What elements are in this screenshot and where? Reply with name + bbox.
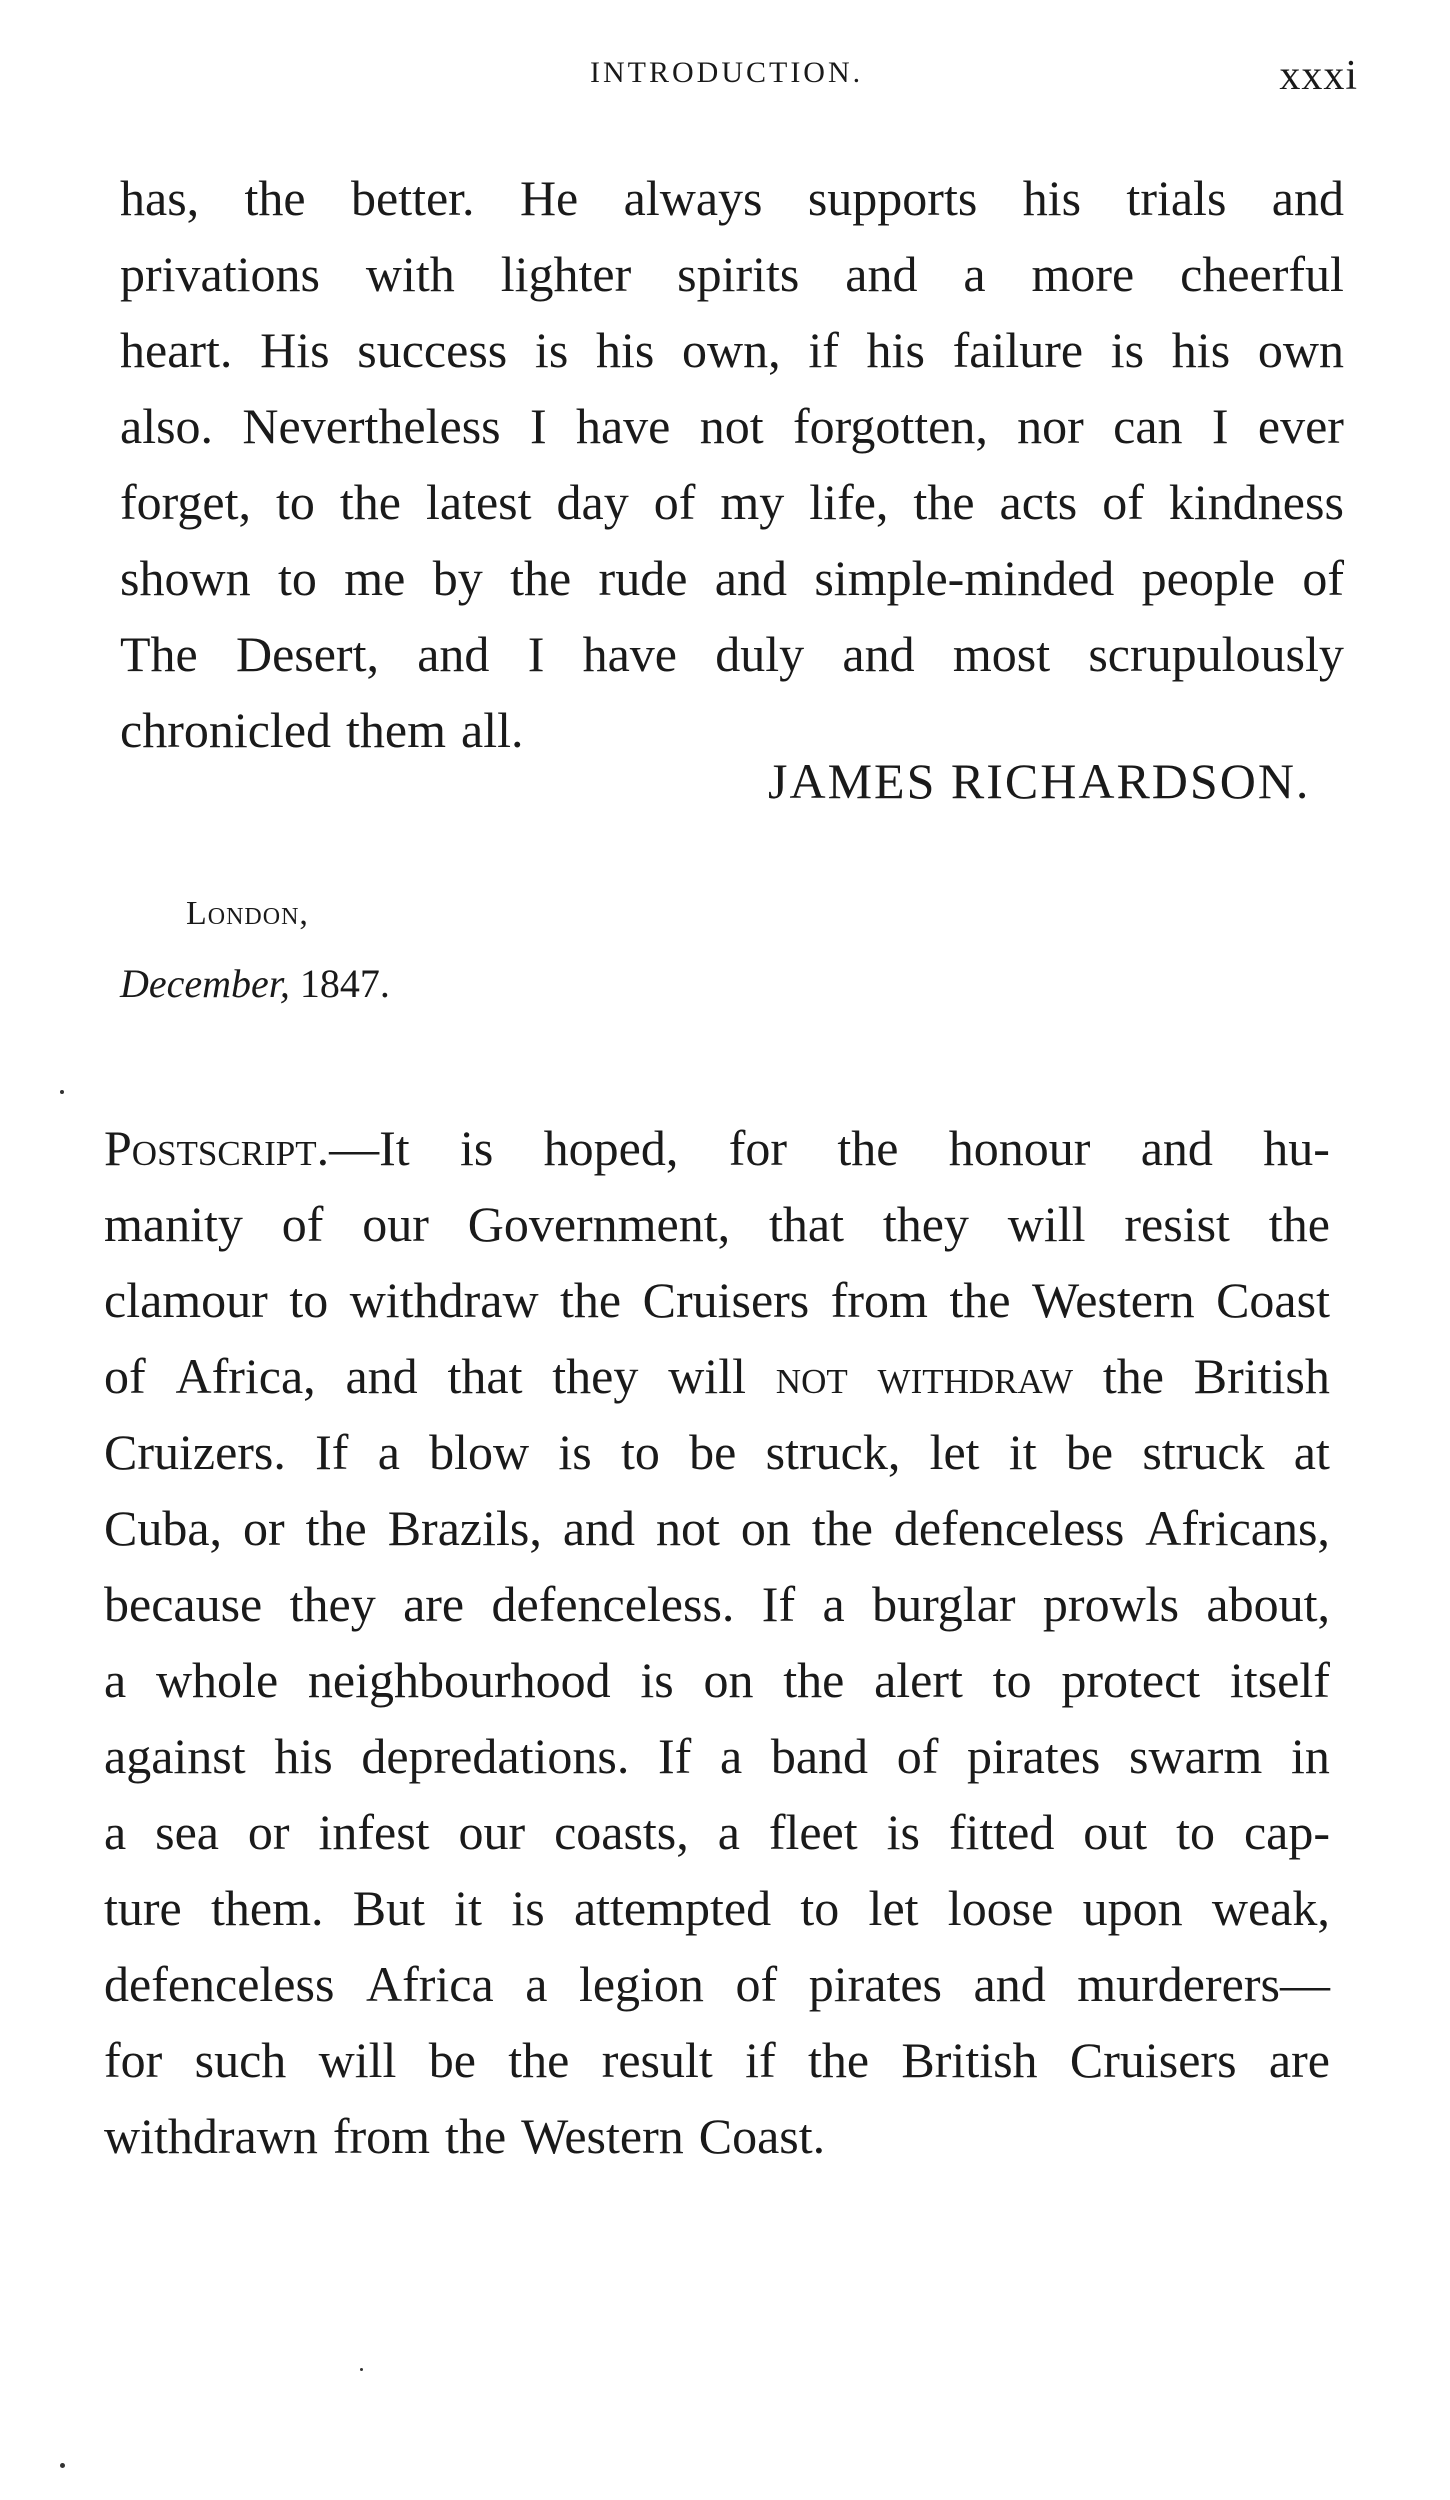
- running-head: INTRODUCTION.: [590, 56, 864, 89]
- word: the: [508, 2032, 570, 2088]
- word: Cuba,: [104, 1500, 223, 1556]
- word: and: [1271, 170, 1344, 226]
- word: the: [808, 2032, 870, 2088]
- word: privations: [120, 246, 320, 302]
- word: clamour: [104, 1272, 268, 1328]
- word: Cruisers: [1069, 2032, 1237, 2088]
- page-number: xxxi: [1279, 53, 1358, 99]
- text-line: [120, 312, 1344, 388]
- word: the: [560, 1272, 622, 1328]
- word: of: [735, 1956, 778, 2012]
- word: I: [529, 398, 547, 454]
- word: scrupulously: [1088, 626, 1344, 682]
- word: Africa: [365, 1956, 494, 2012]
- text-line: [104, 1338, 1330, 1414]
- word: defenceless: [893, 1500, 1125, 1556]
- word: they: [552, 1348, 639, 1404]
- word: them: [346, 702, 446, 758]
- word: and: [845, 246, 918, 302]
- word: be: [428, 2032, 476, 2088]
- word: for: [728, 1120, 787, 1176]
- word: they: [289, 1576, 376, 1632]
- word: upon: [1082, 1880, 1183, 1936]
- word: lighter: [500, 246, 632, 302]
- word: if: [745, 2032, 776, 2088]
- word: prowls: [1042, 1576, 1180, 1632]
- word: blow: [429, 1424, 530, 1480]
- word: out: [1083, 1804, 1148, 1860]
- word: own,: [682, 322, 781, 378]
- word: and: [345, 1348, 418, 1404]
- word: our: [362, 1196, 429, 1252]
- word: pirates: [808, 1956, 942, 2012]
- word: of: [896, 1728, 939, 1784]
- word: his: [1022, 170, 1082, 226]
- dateline-date: [120, 960, 390, 1007]
- word: fleet: [768, 1804, 858, 1860]
- word: withdrawn: [104, 2108, 318, 2164]
- word: the: [1268, 1196, 1330, 1252]
- word: the: [445, 2108, 507, 2164]
- word: to: [621, 1424, 660, 1480]
- word: neighbourhood: [307, 1652, 611, 1708]
- word: I: [527, 626, 545, 682]
- word: Coast.: [698, 2108, 826, 2164]
- word: sea: [155, 1804, 219, 1860]
- word: it: [1008, 1424, 1037, 1480]
- dateline-month: December,: [120, 961, 290, 1006]
- word: cheerful: [1180, 246, 1344, 302]
- word: is: [534, 322, 569, 378]
- word: band: [770, 1728, 869, 1784]
- word: are: [1268, 2032, 1330, 2088]
- word: and: [1140, 1120, 1213, 1176]
- text-line: [104, 1718, 1330, 1794]
- word: latest: [425, 474, 532, 530]
- word: British: [901, 2032, 1038, 2088]
- word: The: [120, 626, 198, 682]
- text-line: [120, 616, 1344, 692]
- word: be: [689, 1424, 737, 1480]
- word: cap-: [1243, 1804, 1330, 1860]
- word: the: [305, 1500, 367, 1556]
- word: Government,: [467, 1196, 731, 1252]
- word: trials: [1126, 170, 1227, 226]
- word: with: [365, 246, 455, 302]
- word: withdraw: [349, 1272, 539, 1328]
- word: withdraw: [877, 1348, 1074, 1404]
- word: and: [417, 626, 490, 682]
- word: murderers—: [1077, 1956, 1330, 2012]
- print-speck: [360, 2368, 363, 2371]
- text-line: [120, 236, 1344, 312]
- word: Nevertheless: [242, 398, 501, 454]
- word: my: [720, 474, 785, 530]
- word: Brazils,: [387, 1500, 542, 1556]
- word: people: [1141, 550, 1275, 606]
- word: have: [582, 626, 677, 682]
- text-line: [120, 464, 1344, 540]
- word: hu-: [1263, 1120, 1330, 1176]
- word: ever: [1257, 398, 1344, 454]
- word: He: [519, 170, 579, 226]
- text-line: [104, 2098, 1330, 2174]
- word: duly: [715, 626, 805, 682]
- word: to: [800, 1880, 840, 1936]
- word: chronicled: [120, 702, 332, 758]
- word: can: [1113, 398, 1183, 454]
- word: of: [104, 1348, 146, 1404]
- word: not: [699, 398, 764, 454]
- word: that: [447, 1348, 523, 1404]
- word: acts: [999, 474, 1078, 530]
- word: Africans,: [1145, 1500, 1330, 1556]
- word: to: [992, 1652, 1032, 1708]
- word: resist: [1124, 1196, 1230, 1252]
- word: hoped,: [543, 1120, 679, 1176]
- text-line: [104, 1186, 1330, 1262]
- word: not: [775, 1348, 848, 1404]
- word: honour: [948, 1120, 1091, 1176]
- word: heart.: [120, 322, 233, 378]
- word: is: [1110, 322, 1145, 378]
- word: his: [274, 1728, 333, 1784]
- word: a: [717, 1804, 740, 1860]
- word: Desert,: [235, 626, 379, 682]
- dateline-place: London,: [186, 895, 309, 932]
- word: it: [454, 1880, 483, 1936]
- word: nor: [1017, 398, 1084, 454]
- word: Cruisers: [642, 1272, 810, 1328]
- word: to: [277, 550, 317, 606]
- text-line: [104, 1110, 1330, 1186]
- word: forgotten,: [792, 398, 988, 454]
- word: forget,: [120, 474, 251, 530]
- word: attempted: [573, 1880, 772, 1936]
- word: to: [1176, 1804, 1216, 1860]
- word: me: [344, 550, 406, 606]
- word: be: [1065, 1424, 1114, 1480]
- word: day: [556, 474, 629, 530]
- text-line: [104, 1794, 1330, 1870]
- word: a: [963, 246, 986, 302]
- text-line: [104, 1566, 1330, 1642]
- text-line: [104, 1642, 1330, 1718]
- word: Cruizers.: [104, 1424, 286, 1480]
- word: his: [1171, 322, 1231, 378]
- author-signature: JAMES RICHARDSON.: [768, 753, 1311, 809]
- word: if: [808, 322, 839, 378]
- word: of: [1302, 550, 1344, 606]
- word: struck: [1142, 1424, 1265, 1480]
- word: will: [668, 1348, 746, 1404]
- word: for: [104, 2032, 163, 2088]
- word: the: [510, 550, 572, 606]
- word: fitted: [948, 1804, 1055, 1860]
- word: loose: [947, 1880, 1054, 1936]
- word: them.: [211, 1880, 324, 1936]
- word: to: [289, 1272, 329, 1328]
- word: of: [281, 1196, 324, 1252]
- word: ture: [104, 1880, 182, 1936]
- word: and: [973, 1956, 1046, 2012]
- word: our: [458, 1804, 526, 1860]
- text-line: [104, 1414, 1330, 1490]
- word: that: [769, 1196, 844, 1252]
- word: is: [886, 1804, 920, 1860]
- word: is: [459, 1120, 494, 1176]
- word: defenceless: [104, 1956, 335, 2012]
- word: is: [640, 1652, 674, 1708]
- word: weak,: [1211, 1880, 1330, 1936]
- word: a: [822, 1576, 845, 1632]
- word: simple-minded: [814, 550, 1115, 606]
- word: from: [830, 1272, 928, 1328]
- word: success: [357, 322, 508, 378]
- word: If: [315, 1424, 349, 1480]
- word: manity: [104, 1196, 243, 1252]
- word: burglar: [872, 1576, 1016, 1632]
- word: Western: [1032, 1272, 1195, 1328]
- word: a: [719, 1728, 743, 1784]
- word: result: [601, 2032, 713, 2088]
- word: shown: [120, 550, 251, 606]
- print-speck: [60, 2463, 65, 2468]
- word: better.: [351, 170, 475, 226]
- word: legion: [578, 1956, 704, 2012]
- word: the: [837, 1120, 899, 1176]
- word: and: [842, 626, 915, 682]
- word: a: [104, 1652, 127, 1708]
- word: of: [1102, 474, 1144, 530]
- word: infest: [318, 1804, 430, 1860]
- word: against: [104, 1728, 246, 1784]
- word: kindness: [1168, 474, 1344, 530]
- word: rude: [598, 550, 688, 606]
- word: own: [1257, 322, 1344, 378]
- word: his: [595, 322, 655, 378]
- word: If: [657, 1728, 692, 1784]
- word: alert: [874, 1652, 963, 1708]
- text-line: [104, 2022, 1330, 2098]
- word: because: [104, 1576, 263, 1632]
- word: spirits: [677, 246, 800, 302]
- word: has,: [120, 170, 200, 226]
- word: and: [714, 550, 787, 606]
- word: on: [740, 1500, 791, 1556]
- word: most: [952, 626, 1051, 682]
- word: is: [511, 1880, 545, 1936]
- text-line: [104, 1946, 1330, 2022]
- word: a: [104, 1804, 127, 1860]
- word: a: [525, 1956, 548, 2012]
- word: let: [929, 1424, 980, 1480]
- word: about,: [1206, 1576, 1330, 1632]
- postscript-label: Postscript.: [104, 1120, 330, 1176]
- word: they: [882, 1196, 969, 1252]
- word: the: [1102, 1348, 1164, 1404]
- word: Coast: [1216, 1272, 1330, 1328]
- word: also.: [120, 398, 214, 454]
- text-line: [120, 160, 1344, 236]
- word: have: [575, 398, 671, 454]
- word: defenceless.: [491, 1576, 735, 1632]
- word: to: [275, 474, 315, 530]
- postscript-paragraph: [104, 1110, 1330, 2174]
- word: his: [866, 322, 925, 378]
- word: coasts,: [554, 1804, 689, 1860]
- word: swarm: [1129, 1728, 1263, 1784]
- word: of: [653, 474, 696, 530]
- word: the: [949, 1272, 1011, 1328]
- text-line: [104, 1870, 1330, 1946]
- word: not: [655, 1500, 720, 1556]
- word: let: [868, 1880, 919, 1936]
- intro-paragraph: [120, 160, 1344, 768]
- word: the: [811, 1500, 873, 1556]
- word: a: [377, 1424, 400, 1480]
- word: by: [432, 550, 483, 606]
- word: all.: [461, 702, 524, 758]
- word: If: [761, 1576, 796, 1632]
- word: depredations.: [361, 1728, 630, 1784]
- text-line: [104, 1490, 1330, 1566]
- page-header: [0, 53, 1450, 116]
- word: from: [332, 2108, 431, 2164]
- postscript-lead: —It: [329, 1120, 410, 1176]
- word: the: [339, 474, 401, 530]
- word: always: [623, 170, 763, 226]
- print-speck: [60, 1090, 64, 1094]
- word: I: [1211, 398, 1229, 454]
- word: will: [318, 2032, 397, 2088]
- word: itself: [1229, 1652, 1330, 1708]
- word: protect: [1061, 1652, 1201, 1708]
- word: the: [913, 474, 975, 530]
- word: is: [558, 1424, 592, 1480]
- word: are: [403, 1576, 465, 1632]
- word: will: [1007, 1196, 1086, 1252]
- word: [104, 1110, 410, 1186]
- word: struck,: [765, 1424, 901, 1480]
- word: British: [1193, 1348, 1330, 1404]
- word: life,: [809, 474, 889, 530]
- word: failure: [952, 322, 1084, 378]
- word: whole: [155, 1652, 279, 1708]
- text-line: [104, 1262, 1330, 1338]
- text-line: [120, 540, 1344, 616]
- word: and: [562, 1500, 636, 1556]
- word: But: [352, 1880, 425, 1936]
- word: His: [260, 322, 330, 378]
- word: the: [783, 1652, 845, 1708]
- word: at: [1293, 1424, 1330, 1480]
- text-line: [120, 388, 1344, 464]
- word: more: [1031, 246, 1135, 302]
- dateline-year: 1847.: [299, 961, 390, 1006]
- word: supports: [807, 170, 978, 226]
- word: Western: [521, 2108, 684, 2164]
- word: or: [243, 1500, 285, 1556]
- word: on: [703, 1652, 754, 1708]
- word: or: [247, 1804, 290, 1860]
- word: in: [1290, 1728, 1330, 1784]
- word: Africa,: [175, 1348, 316, 1404]
- word: the: [244, 170, 306, 226]
- word: pirates: [967, 1728, 1101, 1784]
- word: such: [194, 2032, 287, 2088]
